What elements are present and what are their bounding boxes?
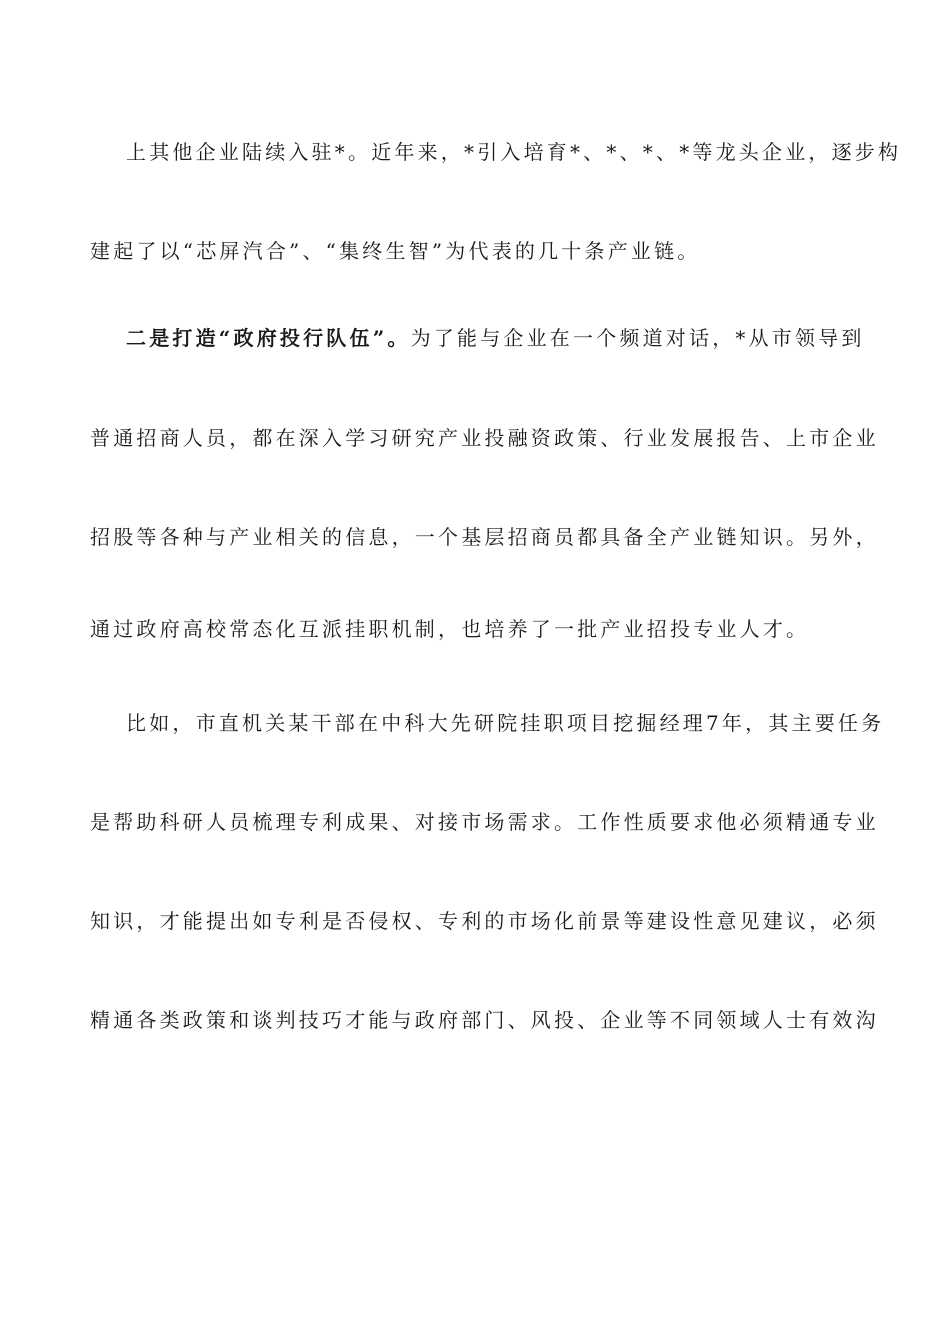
section-heading: 二是打造“政府投行队伍”。 [126, 326, 411, 350]
paragraph-line: 通过政府高校常态化互派挂职机制，也培养了一批产业招投专业人才。 [90, 617, 810, 641]
paragraph-line: 上其他企业陆续入驻*。近年来，*引入培育*、*、*、*等龙头企业，逐步构 [126, 140, 902, 164]
paragraph-line: 比如，市直机关某干部在中科大先研院挂职项目挖掘经理7年，其主要任务 [126, 711, 885, 735]
paragraph-line: 知识，才能提出如专利是否侵权、专利的市场化前景等建设性意见建议，必须 [90, 909, 879, 933]
paragraph-text: 为了能与企业在一个频道对话，*从市领导到 [410, 326, 865, 350]
paragraph-line: 普通招商人员，都在深入学习研究产业投融资政策、行业发展报告、上市企业 [90, 426, 879, 450]
paragraph-line: 是帮助科研人员梳理专利成果、对接市场需求。工作性质要求他必须精通专业 [90, 810, 879, 834]
paragraph-line: 精通各类政策和谈判技巧才能与政府部门、风投、企业等不同领域人士有效沟 [90, 1008, 879, 1032]
paragraph-line: 建起了以“芯屏汽合”、“集终生智”为代表的几十条产业链。 [90, 239, 701, 263]
paragraph-line [126, 318, 865, 358]
paragraph-line: 招股等各种与产业相关的信息，一个基层招商员都具备全产业链知识。另外， [90, 525, 879, 549]
